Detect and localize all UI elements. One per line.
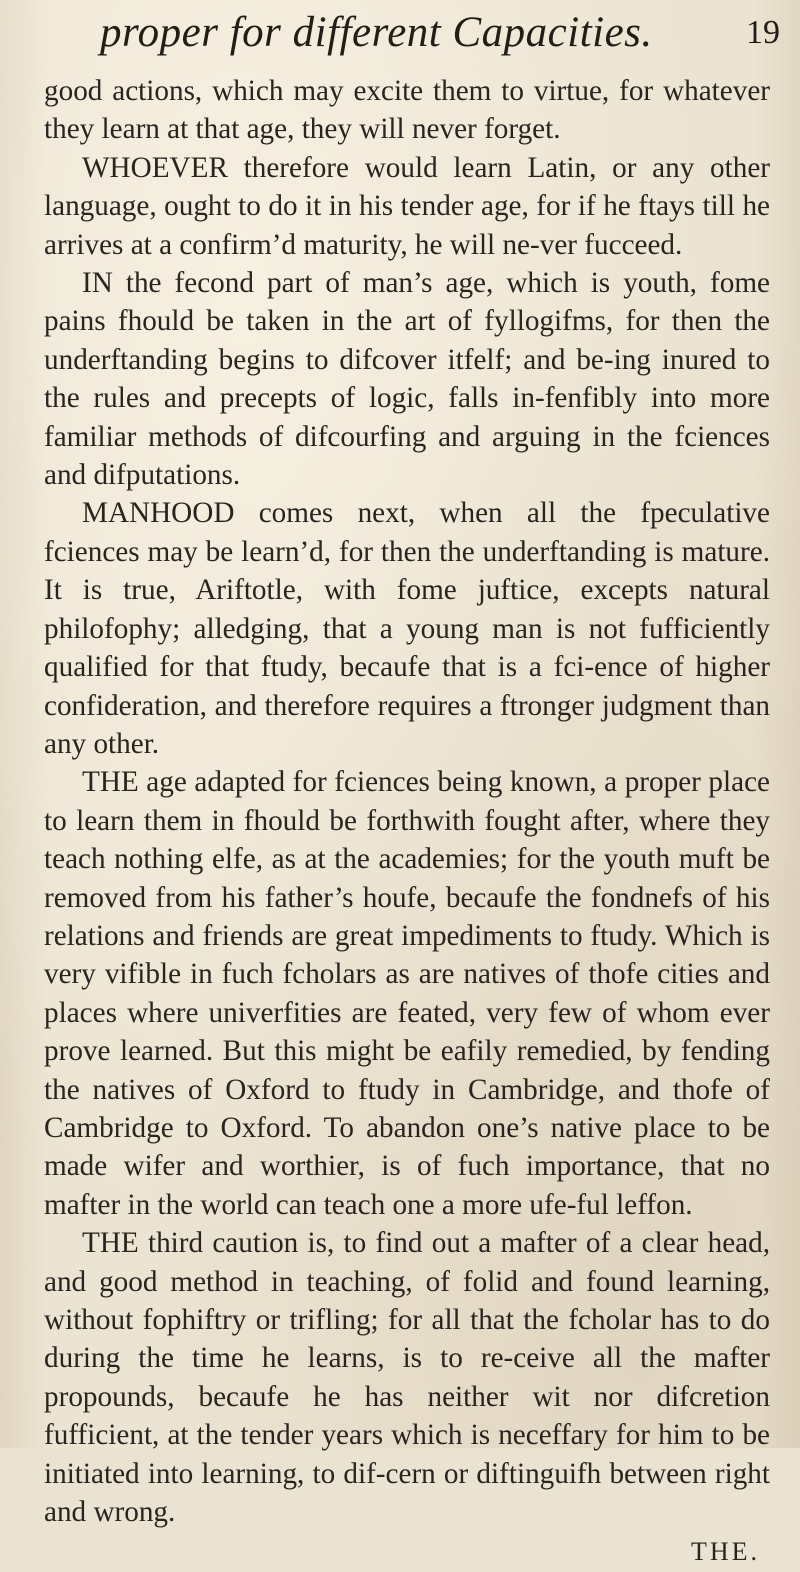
paragraph-2: WHOEVER therefore would learn Latin, or any other language, ought to do it in his tender age, for if he ftays till he arrives at a confirm’d maturity, he will ne-ver fucceed. (44, 151, 770, 261)
paragraph-6: THE third caution is, to find out a mafter of a clear head, and good method in teaching, of folid and found learning, without fophiftry or trifling; for all that the fcholar has to do during the time he learns, is to re-ceive all the mafter propounds, becaufe he has neither wit nor difcretion fufficient, at the tender years which is neceffary for him to be initiated into learning, to dif-cern or diftinguifh between right and wrong. (44, 1227, 770, 1529)
paragraph-1: good actions, which may excite them to virtue, for whatever they learn at that age, they will never forget. (44, 75, 770, 146)
catchword: THE. (690, 1537, 760, 1567)
paragraph-5: THE age adapted for fciences being known, a proper place to learn them in fhould be forthwith fought after, where they teach nothing elfe, as at the academies; for the youth muft be removed from his father’s houfe, becaufe the fondnefs of his relations and friends are great impediments to ftudy. Which is very vifible in fuch fcholars as are natives of thofe cities and places where univerfities are feated, very few of whom ever prove learned. But this might be eafily remedied, by fending the natives of Oxford to ftudy in Cambridge, and thofe of Cambridge to Oxford. To abandon one’s native place to be made wifer and worthier, is of fuch importance, that no mafter in the world can teach one a more ufe-ful leffon. (44, 766, 770, 1221)
page-number: 19 (746, 14, 780, 51)
running-head (60, 8, 780, 68)
paragraph-3: IN the fecond part of man’s age, which is youth, fome pains fhould be taken in the art of fyllogifms, for then the underftanding begins to difcover itfelf; and be-ing inured to the rules and precepts of logic, falls in-fenfibly into more familiar methods of difcourfing and arguing in the fciences and difputations. (44, 267, 770, 492)
body-text (44, 72, 770, 1572)
running-title: proper for different Capacities. (100, 9, 653, 56)
paragraph-4: MANHOOD comes next, when all the fpeculative fciences may be learn’d, for then the underftanding is mature. It is true, Ariftotle, with fome juftice, excepts natural philofophy; alledging, that a young man is not fufficiently qualified for that ftudy, becaufe that is a fci-ence of higher confideration, and therefore requires a ftronger judgment than any other. (44, 497, 770, 760)
